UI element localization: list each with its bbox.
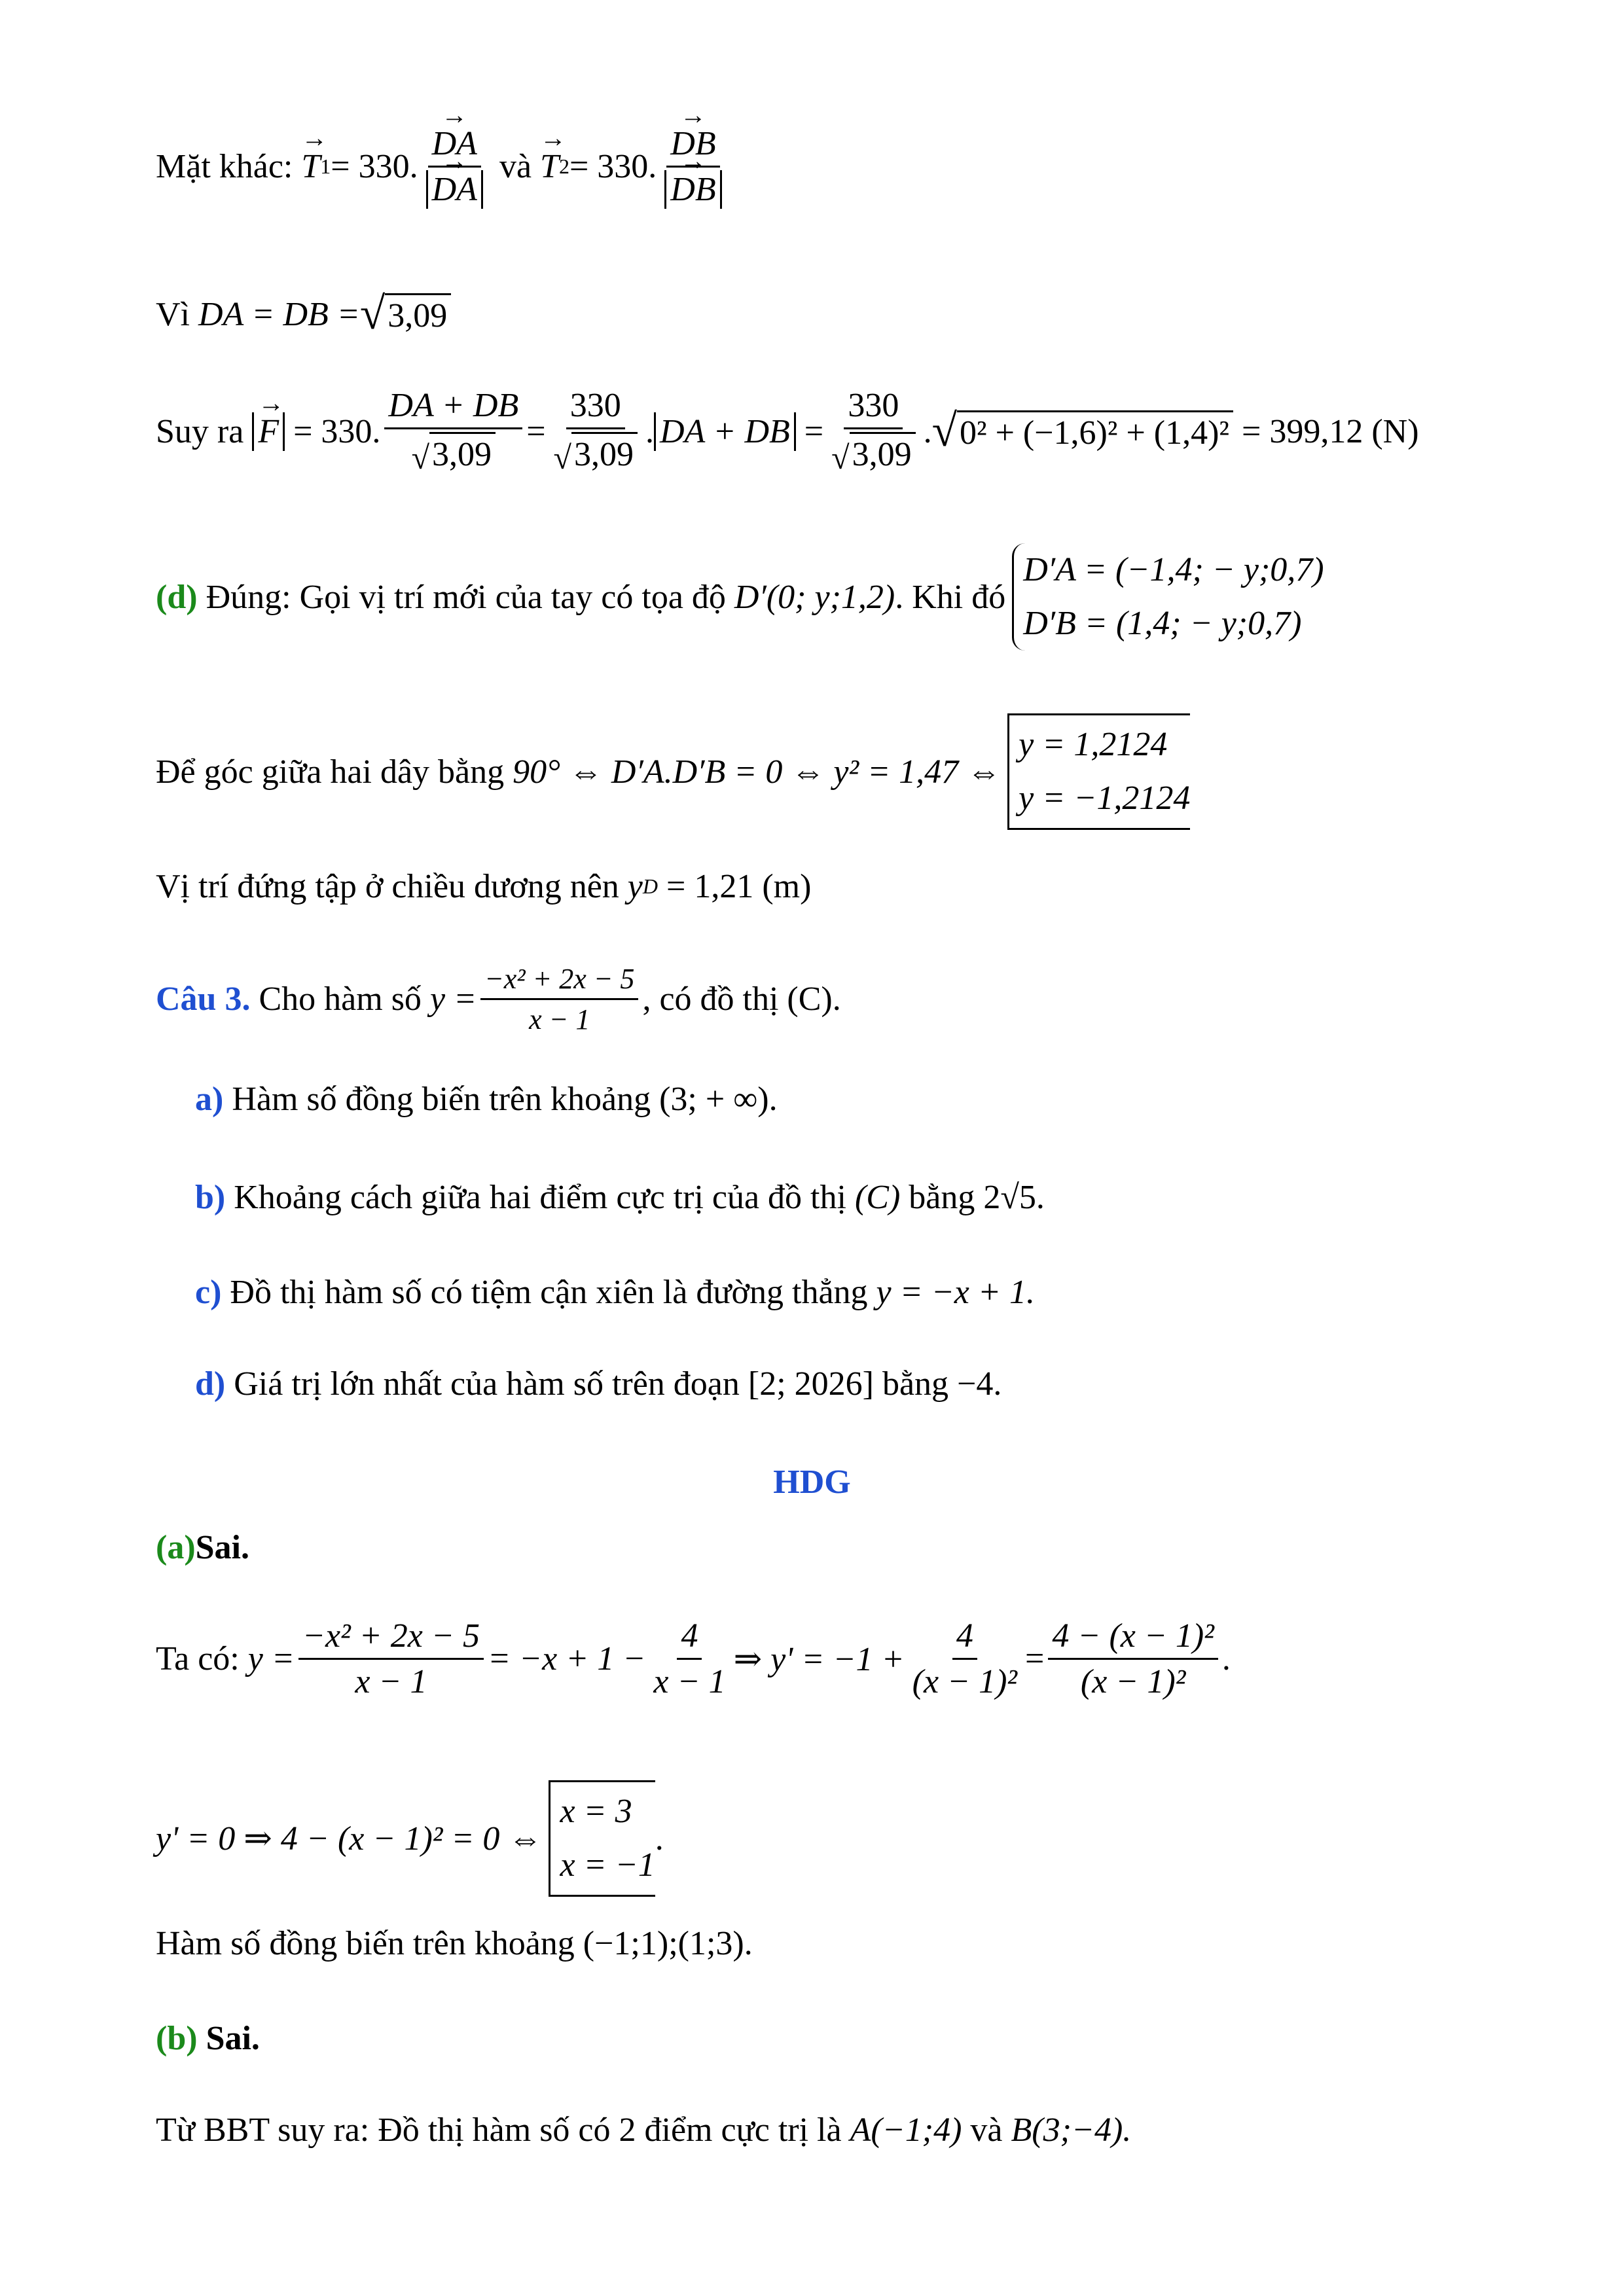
equation-part: y =: [429, 980, 477, 1018]
line-mat-khac: [156, 124, 730, 209]
denominator: x − 1: [355, 1663, 427, 1700]
line-d: [156, 543, 1324, 651]
fraction-da: [422, 124, 487, 209]
text: Cho hàm số: [259, 980, 422, 1018]
point-b: B(3;−4).: [1011, 2111, 1132, 2149]
option-d: [195, 1365, 1001, 1403]
equation-part: = 330.: [293, 412, 381, 450]
question-3: [156, 962, 841, 1036]
line-vi: Vì DA = DB = √ 3,09: [156, 288, 451, 340]
numerator: −x² + 2x − 5: [480, 962, 638, 1000]
denominator: 3,09: [429, 432, 496, 474]
answer-label: (a): [156, 1529, 196, 1566]
equation-part: [2; 2026]: [748, 1365, 874, 1403]
period: .: [655, 1820, 664, 1857]
denominator: x − 1: [653, 1663, 726, 1700]
text-and: và: [970, 2111, 1003, 2149]
equation-part: = 330.: [331, 148, 418, 185]
fraction-2: [649, 1617, 729, 1701]
case-line: y = 1,2124: [1019, 726, 1168, 763]
numerator: 330: [844, 386, 903, 429]
question-label: Câu 3.: [156, 980, 251, 1018]
vector-sum: DA + DB: [654, 412, 796, 451]
subscript: 1: [320, 154, 331, 178]
option-label: d): [195, 1365, 226, 1403]
vector-da-abs: → DA: [432, 170, 477, 209]
option-label: c): [195, 1274, 222, 1311]
fraction-db: [660, 124, 725, 209]
cases: [1007, 713, 1190, 830]
radicand: 3,09: [385, 293, 451, 335]
numerator: 4: [952, 1617, 977, 1660]
denominator: (x − 1)²: [912, 1663, 1018, 1700]
equation-part: =: [804, 412, 824, 450]
text: bằng: [882, 1365, 949, 1403]
text-and: và: [499, 148, 532, 185]
answer-verdict: Sai.: [195, 1529, 250, 1566]
denominator: x − 1: [529, 1003, 590, 1035]
equation-part: =: [526, 412, 546, 450]
text: . Khi đó: [895, 578, 1006, 616]
cases: [549, 1780, 655, 1897]
text: bằng: [909, 1179, 975, 1216]
text-lead: Ta có:: [156, 1640, 240, 1677]
vector-db-abs: → DB: [670, 170, 715, 209]
text: Hàm số đồng biến trên khoảng: [232, 1081, 651, 1118]
denominator: 3,09: [850, 432, 916, 474]
equation-part: (−1;1);(1;3).: [583, 1925, 753, 1962]
fraction-1: [298, 1617, 484, 1701]
text: Đồ thị hàm số có tiệm cận xiên là đường thẳng: [230, 1274, 868, 1311]
vector-db: → DB: [670, 124, 715, 163]
line-suy-ra: Suy ra → F = 330. $\frac{DA + DB}{√3,09}$ = $\frac{330}{√3,09}$ . DA + DB = $\frac{330}{√3,09}$ . √ 0² + (−1,6)² + (1,4)² = 399,12 (N): [156, 386, 1419, 476]
equation-part: y: [627, 868, 643, 905]
text: Hàm số đồng biến trên khoảng: [156, 1925, 575, 1962]
numerator: −x² + 2x − 5: [298, 1617, 484, 1660]
numerator: DA + DB: [384, 386, 522, 429]
point: D′(0; y;1,2): [734, 578, 895, 616]
fraction: [480, 962, 638, 1036]
answer-b: [156, 2019, 260, 2058]
equation-part: (3; + ∞).: [659, 1081, 778, 1118]
period: .: [1221, 1640, 1231, 1677]
answer-label: (b): [156, 2020, 198, 2057]
denominator: 3,09: [571, 432, 638, 474]
vector-t2: → T: [540, 147, 559, 186]
text-lead: Mặt khác:: [156, 148, 293, 185]
subscript: 2: [558, 154, 569, 178]
numerator: 330: [566, 386, 625, 429]
vector-f: → F: [258, 412, 279, 451]
case-line: x = −1: [560, 1846, 655, 1884]
equation-part: y = −x + 1.: [876, 1274, 1035, 1311]
text: Vị trí đứng tập ở chiều dương nên: [156, 868, 619, 905]
denominator: (x − 1)²: [1080, 1663, 1186, 1700]
subscript: D: [642, 874, 658, 898]
line-ta-co: [156, 1617, 1231, 1701]
equation-part: 90° ⇔ D′A.D′B = 0 ⇔ y² = 1,47 ⇔: [513, 753, 1001, 791]
equation-part: DA = DB =: [198, 295, 360, 333]
equation-part: y' = 0 ⇒ 4 − (x − 1)² = 0 ⇔: [156, 1820, 543, 1857]
line-dong-bien: [156, 1924, 753, 1963]
point-a: A(−1;4): [850, 2111, 962, 2149]
value: = 1,21 (m): [666, 868, 812, 905]
equation-part: =: [1025, 1640, 1045, 1677]
option-c: [195, 1273, 1035, 1312]
answer-verdict: Sai.: [206, 2020, 260, 2057]
equation-part: = 330.: [569, 148, 657, 185]
vector-t1: → T: [301, 147, 320, 186]
text-lead: Suy ra: [156, 412, 244, 450]
fraction-3: [909, 1617, 1021, 1701]
line-goc: [156, 713, 1190, 830]
vector-da: → DA: [432, 124, 477, 163]
radicand: 0² + (−1,6)² + (1,4)²: [957, 410, 1233, 452]
option-label: a): [195, 1081, 224, 1118]
text: Đúng: Gọi vị trí mới của tay có tọa độ: [206, 578, 726, 616]
label-d: (d): [156, 578, 198, 616]
system-line: D′B = (1,4; − y;0,7): [1023, 605, 1302, 642]
fraction-3: $\frac{330}{√3,09}$: [827, 386, 919, 476]
text: Từ BBT suy ra: Đồ thị hàm số có 2 điểm cực trị là: [156, 2111, 842, 2149]
text: , có đồ thị (C).: [642, 980, 841, 1018]
line-bbt: [156, 2111, 1131, 2149]
fraction-2: $\frac{330}{√3,09}$: [550, 386, 641, 476]
value: −4.: [957, 1365, 1002, 1403]
option-b: [195, 1178, 1045, 1217]
system-line: D′A = (−1,4; − y;0,7): [1023, 551, 1324, 588]
equation-part: y =: [247, 1640, 295, 1677]
text: Để góc giữa hai dây bằng: [156, 753, 505, 791]
text-lead: Vì: [156, 295, 190, 333]
case-line: y = −1,2124: [1019, 780, 1191, 817]
fraction-1: $\frac{DA + DB}{√3,09}$: [384, 386, 522, 476]
line-vi-tri: [156, 867, 811, 906]
case-line: x = 3: [560, 1793, 632, 1830]
option-label: b): [195, 1179, 226, 1216]
system: [1012, 543, 1324, 651]
line-y-prime: [156, 1780, 664, 1897]
equation-part: = −x + 1 −: [487, 1640, 646, 1677]
answer-a: [156, 1528, 249, 1567]
hdg-heading: HDG: [773, 1463, 851, 1501]
numerator: 4 − (x − 1)²: [1048, 1617, 1218, 1660]
numerator: 4: [677, 1617, 702, 1660]
option-a: [195, 1080, 778, 1119]
text: Giá trị lớn nhất của hàm số trên đoạn: [234, 1365, 740, 1403]
equation-part: ⇒ y' = −1 +: [733, 1640, 905, 1678]
text: Khoảng cách giữa hai điểm cực trị của đồ thị: [234, 1179, 846, 1216]
fraction-4: [1048, 1617, 1218, 1701]
equation-part: 2√5.: [983, 1179, 1045, 1216]
equation-part: (C): [854, 1179, 901, 1216]
result: = 399,12 (N): [1242, 412, 1419, 450]
